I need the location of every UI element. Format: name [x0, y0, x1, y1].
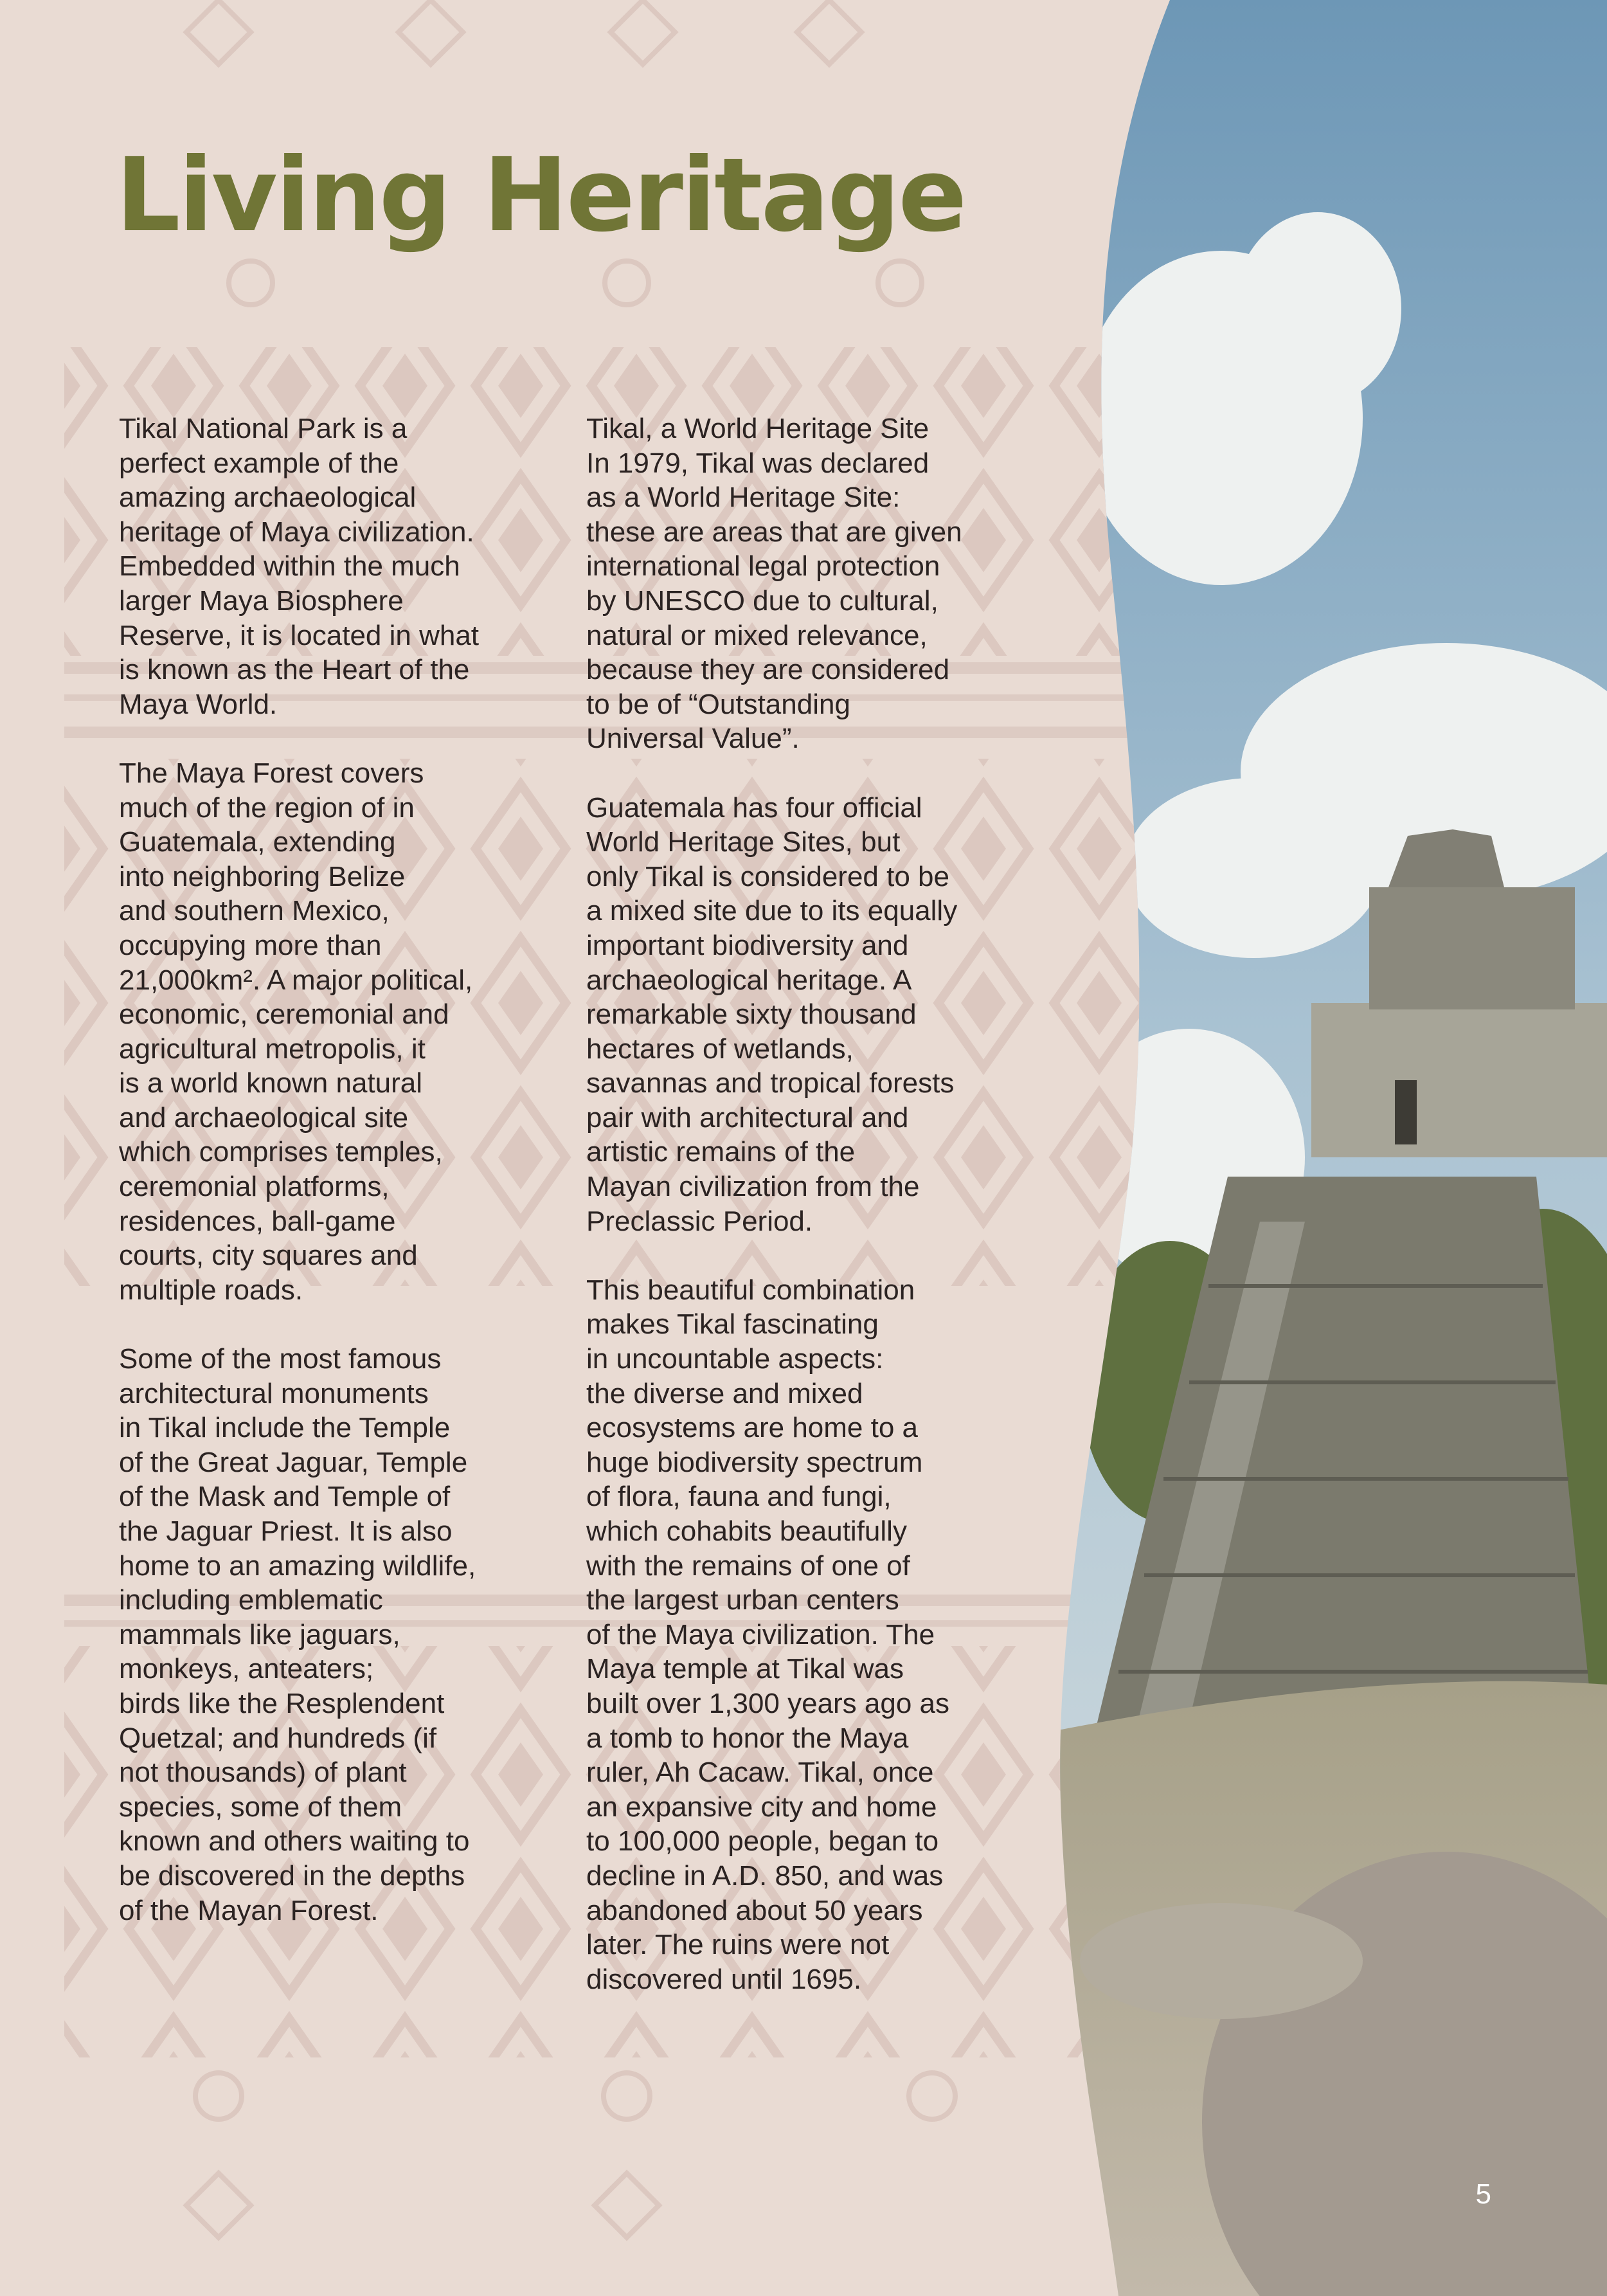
- paragraph: Tikal National Park is a perfect example of the amazing archaeological heritage of Maya civilization. Embedded within the much larger Maya Biosphere Reserve, it is located in what is known as the Heart of the Maya World.: [119, 413, 480, 720]
- text-column-left: [119, 411, 517, 1962]
- page-number: 5: [1475, 2178, 1491, 2210]
- paragraph: This beautiful combination makes Tikal fascinating in uncountable aspects: the diverse and mixed ecosystems are home to a huge biodiversity spectrum of flora, fauna and fungi, which cohabits beautifully with the remains of one of the largest urban centers of the Maya civilization. The Maya temple at Tikal was built over 1,300 years ago as a tomb to honor the Maya ruler, Ah Cacaw. Tikal, once an expansive city and home to 100,000 people, began to decline in A.D. 850, and was abandoned about 50 years later. The ruins were not discovered until 1695.: [586, 1274, 950, 1995]
- text-column-right: [586, 411, 998, 2031]
- page-title: Living Heritage: [116, 136, 965, 255]
- paragraph: Guatemala has four official World Heritage Sites, but only Tikal is considered to be a mixed site due to its equally important biodiversity and archaeological heritage. A remarkable sixty thousand hectares of wetlands, savannas and tropical forests pair with architectural and artistic remains of the Mayan civilization from the Preclassic Period.: [586, 791, 958, 1237]
- paragraph: Tikal, a World Heritage Site In 1979, Tikal was declared as a World Heritage Site: these are areas that are given international legal protection by UNESCO due to cultural, natural or mixed relevance, because they are considered to be of “Outstanding Universal Value”.: [586, 413, 962, 755]
- paragraph: The Maya Forest covers much of the region of in Guatemala, extending into neighboring Belize and southern Mexico, occupying more than 21,000km². A major political, economic, ceremonial and agricultural metropolis, it is a world known natural and archaeological site which comprises temples, ceremonial platforms, residences, ball-game courts, city squares and multiple roads.: [119, 757, 473, 1306]
- paragraph: Some of the most famous architectural monuments in Tikal include the Temple of the Great Jaguar, Temple of the Mask and Temple of the Jaguar Priest. It is also home to an amazing wildlife, including emblematic mammals like jaguars, monkeys, anteaters; birds like the Resplendent Quetzal; and hundreds (if not thousands) of plant species, some of them known and others waiting to be discovered in the depths of the Mayan Forest.: [119, 1343, 476, 1926]
